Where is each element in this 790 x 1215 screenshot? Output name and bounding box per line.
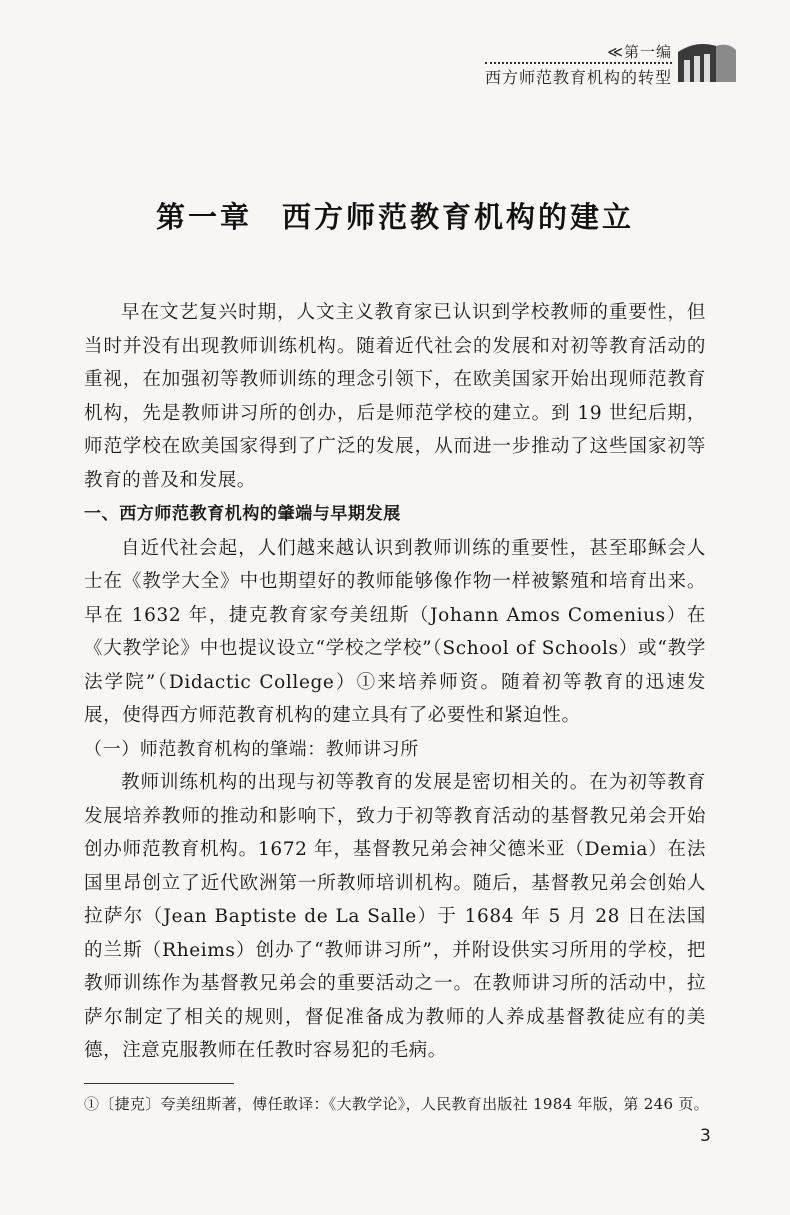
body-paragraph: 自近代社会起，人们越来越认识到教师训练的重要性，甚至耶稣会人士在《教学大全》中也期望好的教师能够像作物一样被繁殖和培育出来。早在 1632 年，捷克教育家夸美纽斯（Johann Amos Comenius）在《大教学论》中也提议设立“学校之学校”（School of Schools）或“教学法学院”（Didactic College）①来培养师资。随着初等教育的迅速发展，使得西方师范教育机构的建立具有了必要性和紧迫性。 <box>84 537 706 726</box>
chapter-title <box>0 195 790 236</box>
subsection-heading: （一）师范教育机构的肇端：教师讲习所 <box>84 738 419 760</box>
body-paragraph: 教师训练机构的出现与初等教育的发展是密切相关的。在为初等教育发展培养教师的推动和影响下，致力于初等教育活动的基督教兄弟会开始创办师范教育机构。1672 年，基督教兄弟会神父德米亚（Demia）在法国里昂创立了近代欧洲第一所教师培训机构。随后，基督教兄弟会创始人拉萨尔（Jean Baptiste de La Salle）于 1684 年 5 月 28 日在法国的兰斯（Rheims）创办了“教师讲习所”，并附设供实习所用的学校，把教师训练作为基督教兄弟会的重要活动之一。在教师讲习所的活动中，拉萨尔制定了相关的规则，督促准备成为教师的人养成基督教徒应有的美德，注意克服教师在任教时容易犯的毛病。 <box>84 772 706 1061</box>
running-header <box>485 42 672 90</box>
section-label: 西方师范教育机构的转型 <box>485 62 672 90</box>
section-heading: 一、西方师范教育机构的肇端与早期发展 <box>84 504 401 524</box>
intro-paragraph: 早在文艺复兴时期，人文主义教育家已认识到学校教师的重要性，但当时并没有出现教师训练机构。随着近代社会的发展和对初等教育活动的重视，在加强初等教师训练的理念引领下，在欧美国家开始出现师范教育机构，先是教师讲习所的创办，后是师范学校的建立。到 19 世纪后期，师范学校在欧美国家得到了广泛的发展，从而进一步推动了这些国家初等教育的普及和发展。 <box>84 302 706 491</box>
page-number: 3 <box>700 1126 711 1146</box>
book-corner-icon <box>676 38 738 88</box>
footnote-divider <box>84 1083 234 1084</box>
chapter-number: 第一章 <box>155 200 252 234</box>
body-text <box>84 296 706 1068</box>
footnote: ①〔捷克〕夸美纽斯著，傅任敢译：《大教学论》，人民教育出版社 1984 年版，第 246 页。 <box>84 1095 709 1113</box>
part-label: ≪第一编 <box>607 43 672 61</box>
chapter-name: 西方师范教育机构的建立 <box>282 200 635 234</box>
